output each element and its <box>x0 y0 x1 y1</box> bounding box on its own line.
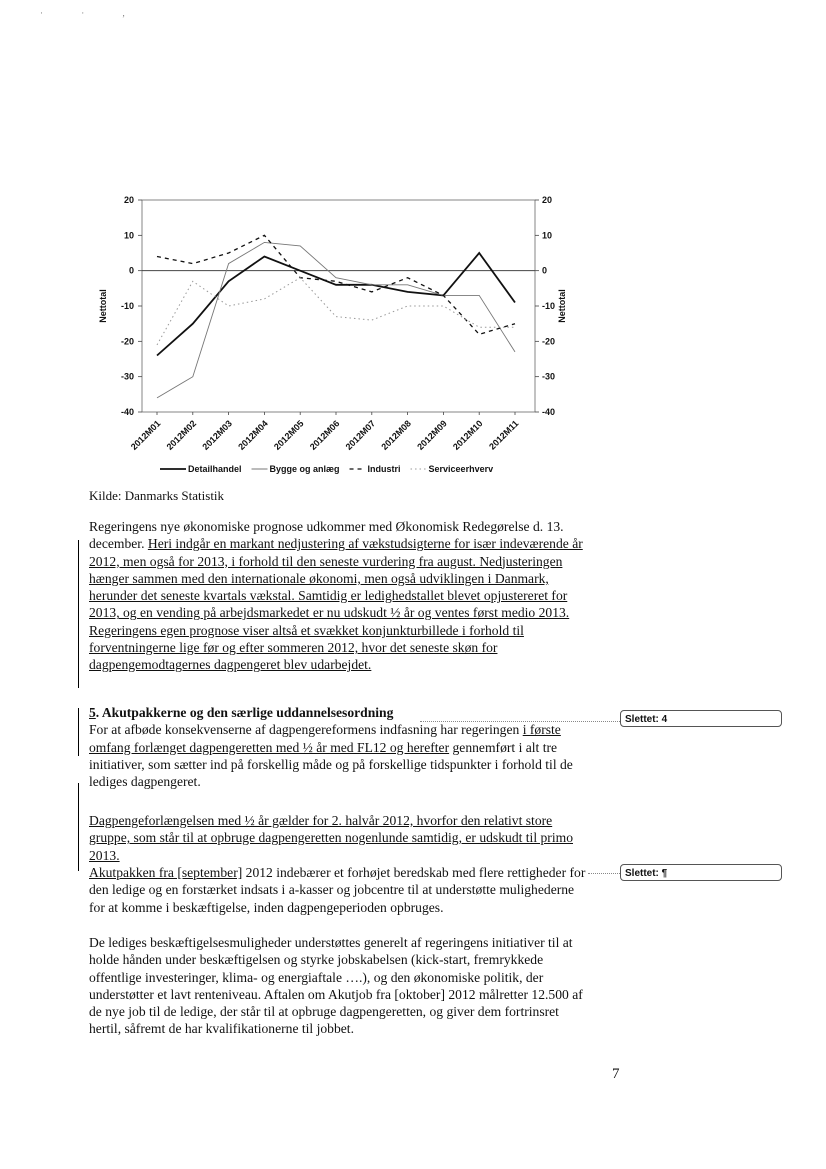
comment-deleted-4[interactable]: Slettet: 4 <box>620 710 782 727</box>
y-axis-title-right: Nettotal <box>557 289 567 323</box>
y-tick-label-right: 20 <box>542 195 553 205</box>
paragraph-beskaeftigelse: De lediges beskæftigelsesmuligheder understøttes generelt af regeringens initiativer til at holde hånden under beskæftigelsen og styrke jobskabelsen (kick-start, fremrykkede offentlige investeringer, klima- og energiaftale ….), og den økonomiske politik, der understøtter et lavt renteniveau. Aftalen om Akutjob fra [oktober] 2012 målretter 12.500 af de nye job til de ledige, der står til at opbruge dagpengeretten, og giver dem fortrinsret hertil, såfremt de har kvalifikationerne til jobbet. <box>89 935 583 1037</box>
x-tick-label: 2012M04 <box>236 418 270 452</box>
section-title: . Akutpakkerne og den særlige uddannelsesordning <box>95 705 394 720</box>
y-tick-label-left: -30 <box>120 371 134 382</box>
legend-label: Bygge og anlæg <box>269 464 340 474</box>
x-tick-label: 2012M11 <box>487 418 521 452</box>
paragraph-dagpengeforlaengelse: Dagpengeforlængelsen med ½ år gælder for 2. halvår 2012, hvorfor den relativt store gruppe, som står til at opbruge dagpengeretten nogenlunde samtidig, er udskudt til primo 2013. <box>89 813 573 863</box>
y-tick-label-left: 20 <box>123 195 134 205</box>
paragraph-text: 2012 indebærer et forhøjet beredskab med flere rettigheder for den ledige og en forstærket indsats i a-kasser og jobcentre til at understøtte mulighederne for at komme i beskæftigelse, inden dagpengeperioden opbruges. <box>89 865 586 915</box>
legend-label: Industri <box>367 464 401 474</box>
change-bar <box>78 708 79 756</box>
y-tick-label-right: 10 <box>542 230 553 241</box>
y-tick-label-right: -40 <box>542 407 556 417</box>
tracked-insertion: Akutpakken fra [september] <box>89 865 243 880</box>
y-tick-label-right: 0 <box>542 265 548 276</box>
y-tick-label-left: -10 <box>120 301 134 311</box>
change-bar <box>78 783 79 871</box>
legend-label: Serviceerhverv <box>428 464 494 474</box>
paragraph-prognose <box>89 518 589 674</box>
paragraph-text: Regeringens nye økonomiske prognose udkommer med Økonomisk Redegørelse d. 13. december. <box>89 519 564 552</box>
tracked-insertion: Heri indgår en markant nedjustering af vækstudsigterne for især indeværende år 2012, men også for 2013, i forhold til den seneste vurdering fra august. Nedjusteringen hænger sammen med den internationale økonomi, men også udviklingen i Danmark, herunder det seneste kvartals vækstal. Samtidig er ledighedstallet blevet opjustereret for 2013, og en vending på arbejdsmarkedet er nu udskudt ½ år og ventes først medio 2013. Regeringens egen prognose viser altså et svækket konjunkturbillede i forhold til forventningerne lige før og efter sommeren 2012, hvor det seneste skøn for dagpengemodtagernes dagpengeret blev udarbejdet. <box>89 536 583 673</box>
x-tick-label: 2012M02 <box>164 418 199 452</box>
paragraph-akutpakken <box>89 864 589 916</box>
section-text: For at afbøde konsekvenserne af dagpengereformens indfasning har regeringen <box>89 722 523 738</box>
x-tick-label: 2012M05 <box>272 418 306 452</box>
x-tick-label: 2012M06 <box>307 418 342 452</box>
y-axis-title-left: Nettotal <box>98 289 108 323</box>
page-number: 7 <box>612 1066 620 1082</box>
x-tick-label: 2012M08 <box>379 418 414 452</box>
comment-leader-line <box>420 721 620 722</box>
x-tick-label: 2012M10 <box>451 418 485 452</box>
plot-frame <box>142 200 535 412</box>
comment-deleted-pilcrow[interactable]: Slettet: ¶ <box>620 864 782 881</box>
x-tick-label: 2012M07 <box>343 418 378 452</box>
section-5 <box>89 704 589 790</box>
change-bar <box>78 540 79 688</box>
series-line-detailhandel <box>157 253 515 356</box>
y-tick-label-left: -40 <box>120 407 134 417</box>
legend-label: Detailhandel <box>188 464 242 474</box>
x-tick-label: 2012M03 <box>200 418 235 452</box>
y-tick-label-left: 10 <box>123 230 134 241</box>
scan-specks: · · , <box>40 8 143 18</box>
series-line-serviceerhverv <box>157 278 515 345</box>
series-line-bygge-og-anlæg <box>157 242 515 398</box>
y-tick-label-right: -30 <box>542 371 556 382</box>
chart-source: Kilde: Danmarks Statistik <box>89 488 225 503</box>
line-chart <box>90 185 567 485</box>
y-tick-label-left: -20 <box>120 336 134 347</box>
y-tick-label-left: 0 <box>128 265 134 276</box>
tracked-insertion: i første omfang forlænget dagpengeretten med ½ år med FL12 og herefter <box>89 722 561 755</box>
x-tick-label: 2012M09 <box>415 418 449 452</box>
section-number: 5 <box>89 705 96 720</box>
comment-leader-line <box>588 873 620 874</box>
x-tick-label: 2012M01 <box>128 418 163 452</box>
y-tick-label-right: -10 <box>542 301 556 311</box>
y-tick-label-right: -20 <box>542 336 556 347</box>
section-text: gennemført i alt tre initiativer, som sætter ind på forskellig måde og på forskellige tidspunkter i forhold til de lediges dagpengeret. <box>89 739 573 790</box>
